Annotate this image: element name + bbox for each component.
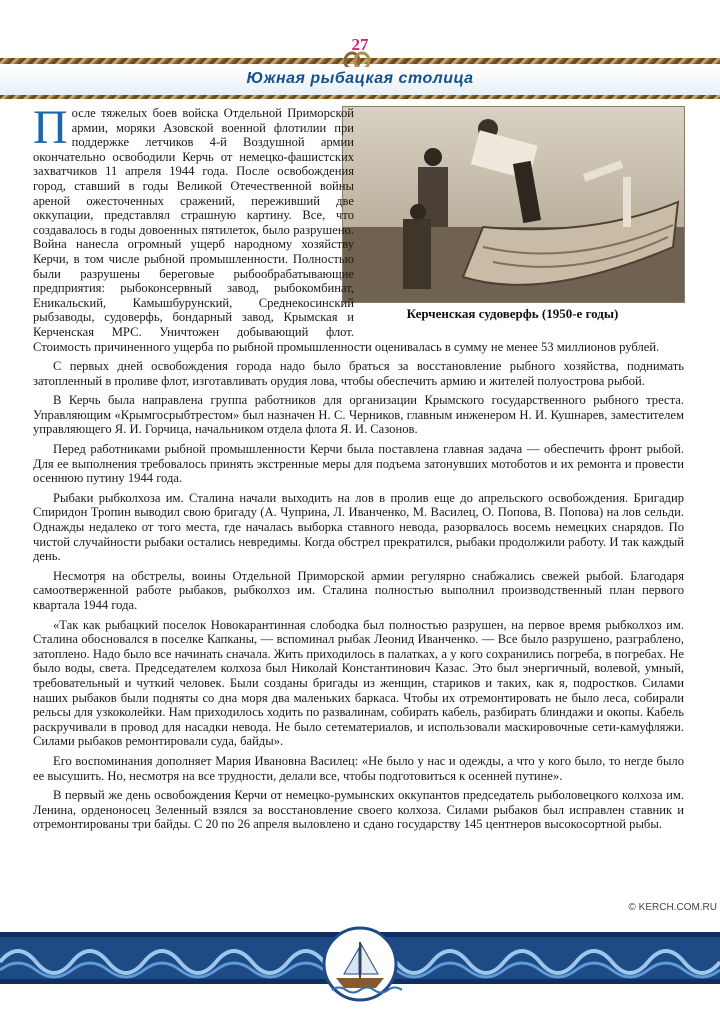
article-paragraph: «Так как рыбацкий поселок Новокарантинная слободка был полностью разрушен, на первое время рыбколхоз им. Сталина обосновался в поселке Капканы, — вспоминал рыбак Леонид Иванченко. — Все было разрушено, разграблено, затоплено. Надо было все начинать сначала. Жить приходилось в палатках, а у кого сохранились погреба, в погребах. Не было воды, света. Председателем колхоза был Николай Константинович Казас. Это был энергичный, волевой, умный, требовательный и чуткий человек. Были созданы бригады из женщин, стариков и таких, как я, подростков. Силами наших рыбаков были подняты со дна моря два маленьких баркаса. Чтобы их отремонтировать не было леса, собирали рельсы для узкоколейки. Нам приходилось ходить по развалинам, собирать кабель, разбирать блиндажи и окопы. Кабель раскручивали в провод для насадки невода. Не было сетематериалов, и использовали маскировочные сети-камуфляжи. Силами рыбаков ремонтировали суда, байды». <box>33 617 684 749</box>
section-title: Южная рыбацкая столица <box>246 70 474 87</box>
paragraph-text: осле тяжелых боев войска Отдельной Приморской армии, моряки Азовской военной флотилии при поддержке летчиков 4-й Воздушной армии окончательно освободили Керчь от немецко-фашистских захватчиков 11 апреля 1944 года. После освобождения город, ставший в годы Великой Отечественной войны ареной ожесточенных сражений, переживший две оккупации, представлял страшную картину. Все, что создавалось в годы довоенных пятилеток, было разрушено. Война нанесла огромный ущерб народному хозяйству Керчи, в том числе рыбной промышленности. Полностью были разрушены береговые рыбообрабатывающие предприятия: рыбоконсервный завод, рыбокомбинат, Еникальский, Камышбурунский, Среднекосинский рыбзаводы, судоверфь, бондарный завод, Крымская и Керченская МРС. Уничтожен добывающий флот. Стоимость причиненного ущерба по рыбной промышленности оценивалась в сумму не менее 53 миллионов рублей. <box>33 106 660 354</box>
article-paragraph: В первый же день освобождения Керчи от немецко-румынских оккупантов председатель рыболовецкого колхоза им. Ленина, орденоносец Зеленный взялся за восстановление своего колхоза. Силами рыбаков был исправлен ставник и отремонтированы три байды. С 20 по 26 апреля выловлено и сдано государству 145 центнеров высокосортной рыбы. <box>33 788 684 832</box>
article-paragraph: Несмотря на обстрелы, воины Отдельной Приморской армии регулярно снабжались свежей рыбой. Благодаря самоотверженной работе рыбаков, рыбколхоз им. Сталина полностью выполнил производственный план первого квартала 1944 года. <box>33 568 684 612</box>
article-paragraph: Рыбаки рыбколхоза им. Сталина начали выходить на лов в пролив еще до апрельского освобождения. Бригадир Спиридон Тропин выводил свою бригаду (А. Чуприна, Л. Иванченко, М. Василец, О. Попова, В. Попова) на лов сельди. Однажды недалеко от того места, где началась выборка ставного невода, разорвалось восемь немецких снарядов. По чистой случайности рыбаки остались невредимы. Когда обстрел прекратился, рыбаки продолжили работу. И так каждый день. <box>33 490 684 564</box>
article-paragraph: В Керчь была направлена группа работников для организации Крымского государственного рыбного треста. Управляющим «Крымгосрыбтрестом» был назначен Н. С. Черников, главным инженером Н. И. Кушнарев, заместителем управляющего Я. И. Горчица, начальником отдела флота Я. И. Сазонов. <box>33 393 684 437</box>
article-paragraph: Перед работниками рыбной промышленности Керчи была поставлена главная задача — обеспечить фронт рыбой. Для ее выполнения требовалось принять экстренные меры для подъема затонувших мотоботов и их ремонта и провести осеннюю путину 1944 года. <box>33 442 684 486</box>
article-body <box>33 101 684 837</box>
watermark: © KERCH.COM.RU <box>610 902 720 916</box>
rope-border-bottom <box>0 95 720 99</box>
photo-caption: Керченская судоверфь (1950-е годы) <box>406 306 619 321</box>
sailing-ship-icon <box>318 924 402 1004</box>
article-paragraph: С первых дней освобождения города надо было браться за восстановление рыбного хозяйства, поднимать затопленный в проливе флот, изготавливать орудия лова, чтобы обеспечить армию и жителей полуострова рыбой. <box>33 359 684 388</box>
article-paragraph: Его воспоминания дополняет Мария Ивановна Василец: «Не было у нас и одежды, а что у кого было, то негде было ее высушить. Но, несмотря на все трудности, делали все, чтобы подготовиться к осенней путине». <box>33 753 684 783</box>
page-number: 27 <box>351 35 369 54</box>
dropcap-letter: П <box>33 101 68 154</box>
